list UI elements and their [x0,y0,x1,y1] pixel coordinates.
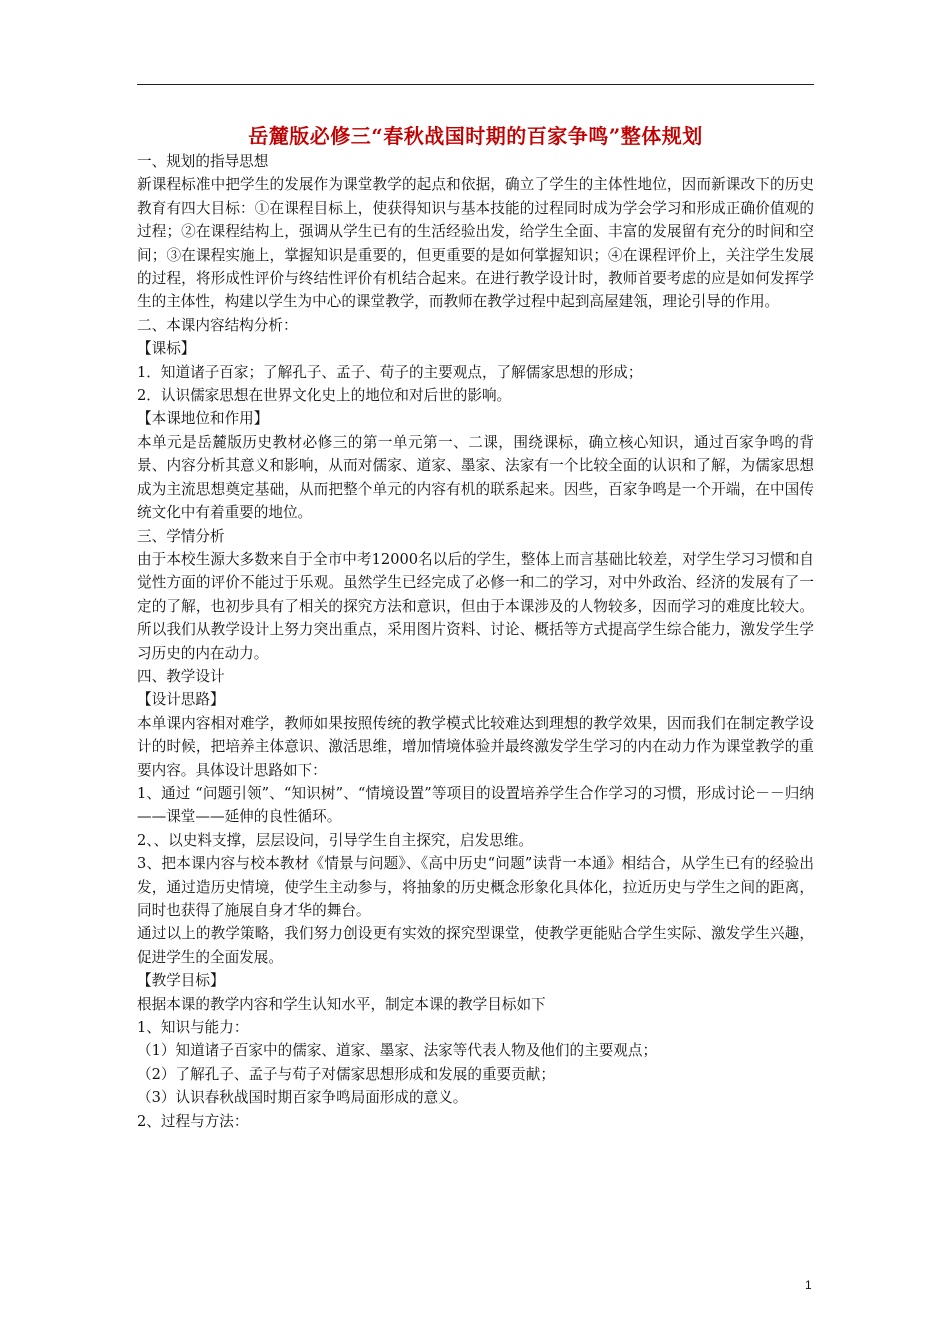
list-item-process-method: 2、过程与方法： [137,1112,249,1130]
subheading-design-approach: 【设计思路】 [137,691,225,709]
subheading-lesson-role: 【本课地位和作用】 [137,410,269,428]
heading-teaching-design: 四、教学设计 [137,667,225,685]
list-item-knowledge-ability: 1、知识与能力： [137,1019,249,1037]
header-rule [137,84,814,85]
paragraph-guiding-idea: 新课程标准中把学生的发展作为课堂教学的起点和依据，确立了学生的主体性地位，因而新课改下的历史教育有四大目标：①在课程目标上，使获得知识与基本技能的过程同时成为学会学习和形成正确价值观的过程；②在课程结构上，强调从学生已有的生活经验出发，给学生全面、丰富的发展留有充分的时间和空间；③在课程实施上，掌握知识是重要的，但更重要的是如何掌握知识；④在课程评价上，关注学生发展的过程，将形成性评价与终结性评价有机结合起来。在进行教学设计时，教师首要考虑的应是如何发挥学生的主体性，构建以学生为中心的课堂教学，而教师在教学过程中起到高屋建瓴，理论引导的作用。 [137,176,814,311]
list-item-goal-1: （1）知道诸子百家中的儒家、道家、墨家、法家等代表人物及他们的主要观点； [137,1042,658,1060]
paragraph-goals-intro: 根据本课的教学内容和学生认知水平，制定本课的教学目标如下 [137,995,546,1013]
heading-student-analysis: 三、学情分析 [137,527,225,545]
paragraph-student-analysis: 由于本校生源大多数来自于全市中考12000名以后的学生，整体上而言基础比较差，对学生学习习惯和自觉性方面的评价不能过于乐观。虽然学生已经完成了必修一和二的学习，对中外政治、经济的发展有了一定的了解，也初步具有了相关的探究方法和意识，但由于本课涉及的人物较多，因而学习的难度比较大。所以我们从教学设计上努力突出重点，采用图片资料、讨论、概括等方式提高学生综合能力，激发学生学习历史的内在动力。 [137,550,814,662]
paragraph-lesson-role: 本单元是岳麓版历史教材必修三的第一单元第一、二课，围绕课标，确立核心知识，通过百家争鸣的背景、内容分析其意义和影响，从而对儒家、道家、墨家、法家有一个比较全面的认识和了解，为儒家思想成为主流思想奠定基础，从而把整个单元的内容有机的联系起来。因些，百家争鸣是一个开端，在中国传统文化中有着重要的地位。 [137,433,814,522]
list-item-goal-2: （2）了解孔子、孟子与荀子对儒家思想形成和发展的重要贡献； [137,1065,555,1083]
list-item-standard-2: 2．认识儒家思想在世界文化史上的地位和对后世的影响。 [137,387,512,405]
document-title: 岳麓版必修三“春秋战国时期的百家争鸣”整体规划 [248,124,703,148]
list-item-goal-3: （3）认识春秋战国时期百家争鸣局面形成的意义。 [137,1089,468,1107]
subheading-teaching-goals: 【教学目标】 [137,972,225,990]
list-item-design-3: 3、把本课内容与校本教材《情景与问题》、《高中历史“问题”读背一本通》相结合，从学生已有的经验出发，通过造历史情境，使学生主动参与，将抽象的历史概念形象化具体化，拉近历史与学生之间的距离，同时也获得了施展自身才华的舞台。 [137,855,814,919]
subheading-curriculum-standard: 【课标】 [137,340,196,358]
list-item-standard-1: 1．知道诸子百家；了解孔子、孟子、荀子的主要观点，了解儒家思想的形成； [137,363,643,381]
page-number: 1 [805,1278,812,1292]
paragraph-design-approach: 本单课内容相对难学，教师如果按照传统的教学模式比较难达到理想的教学效果，因而我们在制定教学设计的时候，把培养主体意识、激活思维，增加情境体验并最终激发学生学习的内在动力作为课堂教学的重要内容。具体设计思路如下： [137,714,814,779]
paragraph-design-summary: 通过以上的教学策略，我们努力创设更有实效的探究型课堂，使教学更能贴合学生实际、激发学生兴趣，促进学生的全面发展。 [137,925,814,966]
document-body [137,150,814,1133]
heading-guiding-idea: 一、规划的指导思想 [137,153,269,170]
heading-content-structure: 二、本课内容结构分析： [137,316,298,334]
list-item-design-1: 1、通过 “问题引领”、“知识树”、“情境设置”等项目的设置培养学生合作学习的习惯，形成讨论－－归纳——课堂——延伸的良性循环。 [137,784,814,826]
list-item-design-2: 2、、以史料支撑，层层设问，引导学生自主探究，启发思维。 [137,831,534,849]
